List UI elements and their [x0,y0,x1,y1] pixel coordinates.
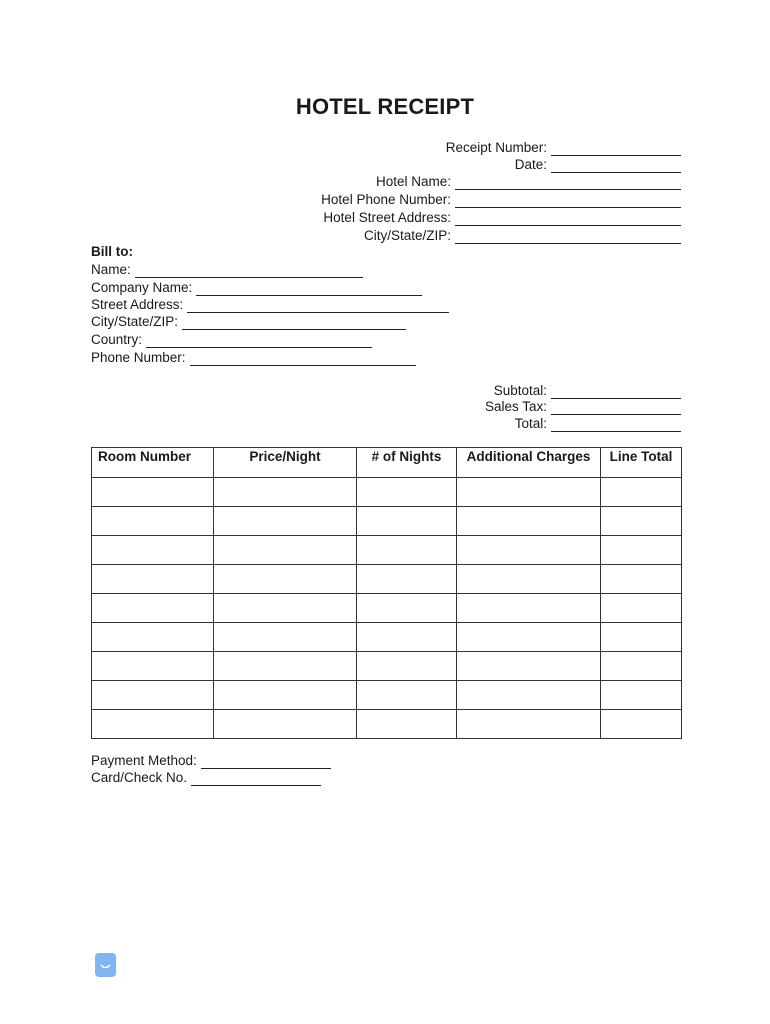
table-cell[interactable] [457,710,601,739]
table-cell[interactable] [457,536,601,565]
table-cell[interactable] [457,623,601,652]
card-check-line[interactable] [191,772,321,786]
bill-name-field [91,262,363,278]
hotel-phone-line[interactable] [455,194,681,208]
table-row [92,681,682,710]
table-body [92,478,682,739]
date-line[interactable] [551,159,681,173]
bill-street-line[interactable] [187,299,449,313]
table-cell[interactable] [92,652,214,681]
document-title: HOTEL RECEIPT [295,94,475,119]
payment-method-line[interactable] [201,755,331,769]
table-cell[interactable] [357,681,457,710]
table-cell[interactable] [457,652,601,681]
hotel-phone-label: Hotel Phone Number: [321,192,451,207]
table-cell[interactable] [357,594,457,623]
table-cell[interactable] [601,536,682,565]
table-cell[interactable] [214,536,357,565]
hotel-name-line[interactable] [455,176,681,190]
date-label: Date: [514,157,547,172]
table-row [92,710,682,739]
table-cell[interactable] [601,681,682,710]
total-line[interactable] [551,418,681,432]
payment-method-label: Payment Method: [91,753,197,768]
table-cell[interactable] [357,710,457,739]
table-row [92,565,682,594]
header-nights: # of Nights [357,448,457,478]
table-row [92,623,682,652]
bill-phone-line[interactable] [190,352,416,366]
table-cell[interactable] [457,507,601,536]
bill-country-label: Country: [91,332,143,347]
hotel-street-label: Hotel Street Address: [323,210,451,225]
hotel-street-field [323,210,681,226]
table-cell[interactable] [214,652,357,681]
table-cell[interactable] [601,565,682,594]
bill-to-heading: Bill to: [91,244,133,259]
bill-name-label: Name: [91,262,131,277]
bill-city-label: City/State/ZIP: [91,314,179,329]
table-row [92,594,682,623]
form-logo-icon [95,953,116,977]
hotel-city-line[interactable] [455,230,681,244]
hotel-name-field [376,174,681,190]
table-cell[interactable] [357,623,457,652]
table-cell[interactable] [214,565,357,594]
header-line-total: Line Total [601,448,682,478]
table-row [92,652,682,681]
table-cell[interactable] [214,681,357,710]
hotel-name-label: Hotel Name: [375,174,451,189]
table-cell[interactable] [357,478,457,507]
table-cell[interactable] [601,710,682,739]
header-additional-charges: Additional Charges [457,448,601,478]
receipt-number-field [446,140,681,156]
bill-company-field [91,280,422,296]
table-row [92,536,682,565]
table-row [92,478,682,507]
table-cell[interactable] [457,565,601,594]
sales-tax-line[interactable] [551,401,681,415]
sales-tax-field [485,399,681,415]
hotel-city-label: City/State/ZIP: [363,228,451,243]
table-cell[interactable] [457,594,601,623]
card-check-field [91,770,321,786]
table-cell[interactable] [357,565,457,594]
items-table [91,447,682,739]
receipt-number-label: Receipt Number: [445,140,547,155]
subtotal-field [494,383,681,399]
table-cell[interactable] [214,478,357,507]
total-field [515,416,681,432]
table-cell[interactable] [92,681,214,710]
hotel-street-line[interactable] [455,212,681,226]
bill-phone-label: Phone Number: [91,350,186,365]
smile-icon [100,964,111,970]
table-cell[interactable] [601,507,682,536]
subtotal-line[interactable] [551,385,681,399]
table-cell[interactable] [92,536,214,565]
bill-name-line[interactable] [135,264,363,278]
subtotal-label: Subtotal: [493,383,547,398]
total-label: Total: [514,416,547,431]
table-cell[interactable] [92,623,214,652]
table-cell[interactable] [357,536,457,565]
payment-method-field [91,753,331,769]
table-cell[interactable] [457,681,601,710]
table-cell[interactable] [214,594,357,623]
table-cell[interactable] [357,507,457,536]
bill-phone-field [91,350,416,366]
header-room-number: Room Number [92,448,214,478]
table-cell[interactable] [601,478,682,507]
table-cell[interactable] [92,710,214,739]
bill-city-field [91,314,406,330]
table-cell[interactable] [601,623,682,652]
table-cell[interactable] [92,478,214,507]
bill-company-line[interactable] [196,282,422,296]
table-cell[interactable] [92,565,214,594]
hotel-phone-field [321,192,681,208]
table-row [92,507,682,536]
sales-tax-label: Sales Tax: [484,399,547,414]
table-cell[interactable] [92,594,214,623]
bill-street-label: Street Address: [91,297,184,312]
table-cell[interactable] [601,652,682,681]
bill-country-field [91,332,372,348]
bill-street-field [91,297,449,313]
table-cell[interactable] [601,594,682,623]
table-cell[interactable] [357,652,457,681]
hotel-city-field [364,228,681,244]
bill-city-line[interactable] [182,316,406,330]
table-cell[interactable] [92,507,214,536]
bill-company-label: Company Name: [91,280,193,295]
date-field [515,157,681,173]
table-cell[interactable] [457,478,601,507]
table-header-row [92,448,682,478]
bill-country-line[interactable] [146,334,372,348]
table-cell[interactable] [214,710,357,739]
receipt-number-line[interactable] [551,142,681,156]
card-check-label: Card/Check No. [91,770,188,785]
table-cell[interactable] [214,507,357,536]
header-price-night: Price/Night [214,448,357,478]
table-cell[interactable] [214,623,357,652]
